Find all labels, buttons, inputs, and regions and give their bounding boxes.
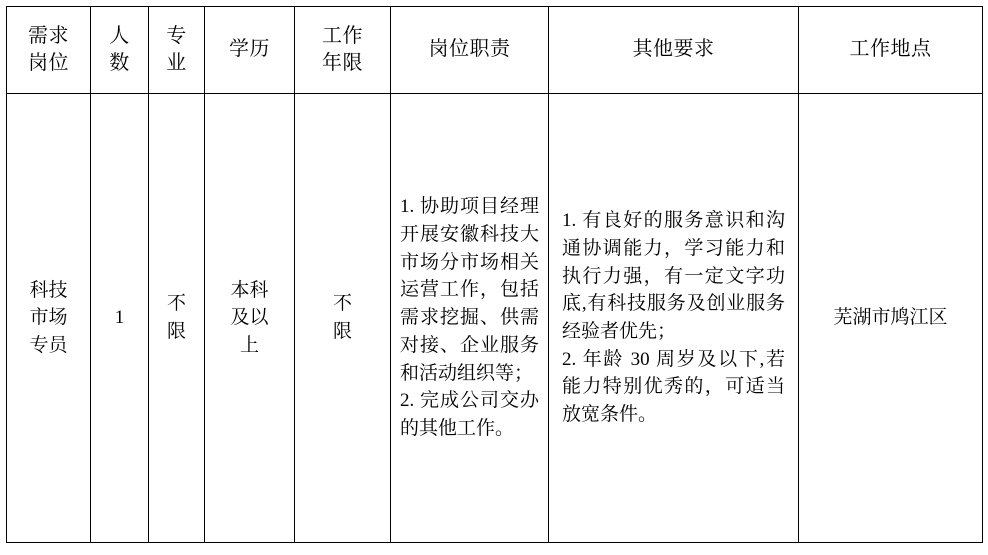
- cell-education-text: 本科及以上: [230, 279, 269, 356]
- job-requirements-table: [6, 6, 983, 543]
- cell-other-requirements: [549, 94, 799, 543]
- header-duties-label: 岗位职责: [428, 38, 511, 61]
- cell-location: [799, 94, 983, 543]
- cell-experience: [295, 94, 391, 543]
- cell-position: [7, 94, 91, 543]
- table-header-row: [7, 7, 983, 94]
- cell-position-text: 科技市场专员: [29, 279, 68, 356]
- header-position: [7, 7, 91, 94]
- header-experience: [295, 7, 391, 94]
- cell-duties: [391, 94, 549, 543]
- header-education: [205, 7, 295, 94]
- cell-experience-text: 不限: [332, 293, 352, 342]
- table-header: [7, 7, 983, 94]
- table-body: [7, 94, 983, 543]
- table-row: [7, 94, 983, 543]
- header-count: [91, 7, 149, 94]
- header-education-label: 学历: [229, 38, 270, 61]
- cell-count: [91, 94, 149, 543]
- other-requirement-item-1: 1. 有良好的服务意识和沟通协调能力，学习能力和执行力强，有一定文字功底,有科技服务及创业服务经验者优先；: [562, 210, 785, 342]
- header-other-requirements: [549, 7, 799, 94]
- cell-major-text: 不限: [166, 293, 186, 342]
- header-other-requirements-label: 其他要求: [632, 38, 715, 61]
- cell-location-text: 芜湖市鸠江区: [833, 307, 948, 329]
- header-duties: [391, 7, 549, 94]
- duty-item-1: 1. 协助项目经理开展安徽科技大市场分市场相关运营工作，包括需求挖掘、供需对接、企业服务和活动组织等；: [400, 196, 539, 384]
- duty-item-2: 2. 完成公司交办的其他工作。: [400, 390, 539, 440]
- header-major-label: 专业: [166, 24, 187, 74]
- other-requirement-item-2: 2. 年龄 30 周岁及以下,若能力特别优秀的，可适当放宽条件。: [562, 348, 785, 426]
- header-position-label: 需求岗位: [28, 24, 69, 74]
- header-location-label: 工作地点: [849, 38, 932, 61]
- cell-count-text: 1: [114, 307, 125, 329]
- header-count-label: 人数: [109, 24, 130, 74]
- header-major: [149, 7, 205, 94]
- cell-major: [149, 94, 205, 543]
- header-location: [799, 7, 983, 94]
- header-experience-label: 工作年限: [322, 24, 363, 74]
- cell-education: [205, 94, 295, 543]
